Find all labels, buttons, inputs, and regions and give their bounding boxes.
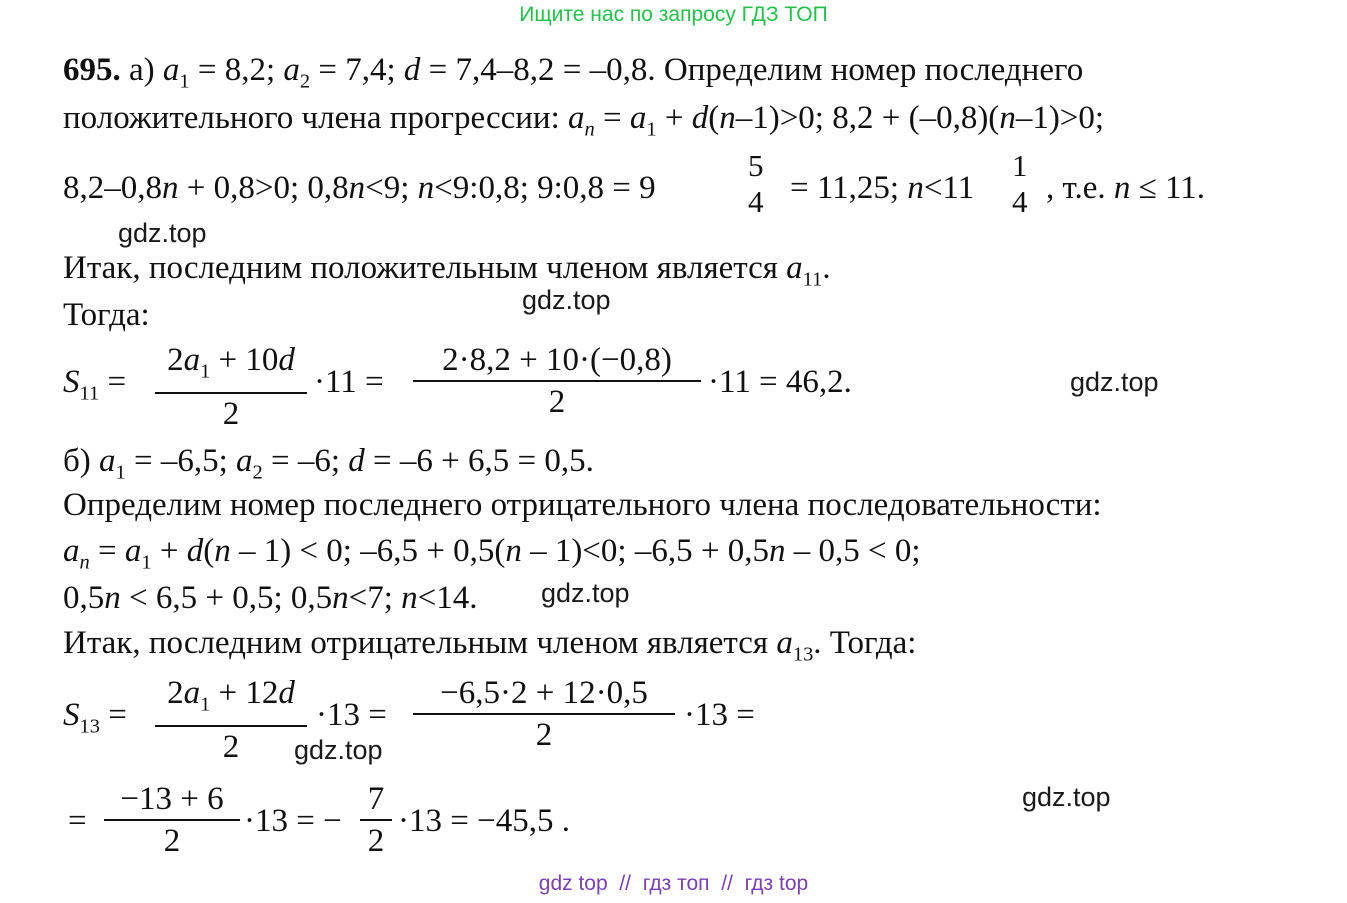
footer-link-1[interactable]: gdz top: [538, 872, 608, 895]
s11-result: ·11 = 46,2.: [708, 364, 852, 400]
part-a-line-3c: , т.е. n ≤ 11.: [1046, 170, 1205, 206]
part-b-label: б): [63, 443, 91, 479]
part-a-line-1: 695. а) $a_1 = 8,2$; $a_2 = 7,4$; d = 7,4–8,2 = –0,8. Определим номер последнего: [63, 52, 1084, 93]
part-b-line-4: 0,5n < 6,5 + 0,5; 0,5n<7; n<14.: [63, 580, 478, 616]
s13-fraction-2: −6,5·2 + 12·0,5 2: [413, 673, 675, 755]
part-a-then: Тогда:: [63, 297, 150, 333]
watermark-1: gdz.top: [118, 218, 207, 248]
part-a-intro: Определим номер последнего: [655, 52, 1084, 88]
part-b-line-2: Определим номер последнего отрицательного члена последовательности:: [63, 487, 1102, 523]
final-value: = −45,5 .: [450, 803, 570, 839]
final-fraction-1: −13 + 6 2: [104, 779, 240, 861]
s13-end: ·13 =: [684, 697, 755, 733]
part-a-label: а): [129, 52, 155, 88]
footer-links: [0, 872, 1347, 896]
part-a-line-3: 8,2–0,8n + 0,8>0; 0,8n<9; n<9:0,8; 9:0,8 = 9: [63, 170, 656, 206]
top-banner: Ищите нас по запросу ГДЗ ТОП: [519, 3, 828, 26]
final-eq-sign: =: [68, 803, 87, 839]
s11-mid: ·11 =: [314, 364, 384, 400]
watermark-6: gdz.top: [1022, 782, 1111, 812]
s11-label: $S_{11}$ =: [63, 364, 127, 405]
watermark-4: gdz.top: [541, 578, 630, 608]
problem-number: 695.: [63, 52, 121, 88]
footer-separator-1: //: [619, 872, 632, 895]
watermark-5: gdz.top: [294, 735, 383, 765]
part-b-then: . Тогда:: [813, 625, 917, 661]
part-a-last-positive: Итак, последним положительным членом является: [63, 250, 778, 286]
footer-separator-2: //: [721, 872, 733, 895]
fraction-1-4: 1 4: [1012, 148, 1028, 219]
s11-fraction-1: $2a_1 + 10d$ 2: [155, 340, 307, 434]
part-a-line-4: Итак, последним положительным членом является $a_{11}$.: [63, 250, 831, 291]
s13-label: $S_{13}$ =: [63, 697, 127, 738]
final-fraction-2: 7 2: [360, 779, 392, 861]
part-b-last-negative: Итак, последним отрицательным членом является: [63, 625, 769, 661]
part-a-line-3b: = 11,25; n<11: [790, 170, 975, 206]
watermark-2: gdz.top: [522, 285, 611, 315]
part-b-line-1: б) $a_1 = -6,5$; $a_2 = -6$; d = –6 + 6,5 = 0,5.: [63, 443, 594, 484]
fraction-5-4: 5 4: [748, 148, 764, 219]
footer-link-2[interactable]: гдз топ: [642, 872, 710, 895]
s11-fraction-2: 2·8,2 + 10·(−0,8) 2: [413, 340, 701, 422]
final-mid: ·13 = −: [244, 803, 342, 839]
final-result: ·13 = −45,5 .: [398, 803, 570, 839]
part-a-line-2-text: положительного члена прогрессии:: [63, 100, 560, 136]
s13-fraction-1: $2a_1 + 12d$ 2: [155, 673, 307, 767]
watermark-3: gdz.top: [1070, 367, 1159, 397]
part-b-line-5: Итак, последним отрицательным членом является $a_{13}$. Тогда:: [63, 625, 917, 666]
s13-mid: ·13 =: [316, 697, 387, 733]
part-b-line-3: $a_n = a_1 + d(n - 1) < 0$; –6,5 + 0,5(n – 1)<0; –6,5 + 0,5n – 0,5 < 0;: [63, 533, 921, 574]
part-a-line-2: положительного члена прогрессии: $a_n = a_1 + d(n-1)>0$; 8,2 + (–0,8)(n–1)>0;: [63, 100, 1105, 141]
footer-link-3[interactable]: гдз top: [744, 872, 809, 895]
